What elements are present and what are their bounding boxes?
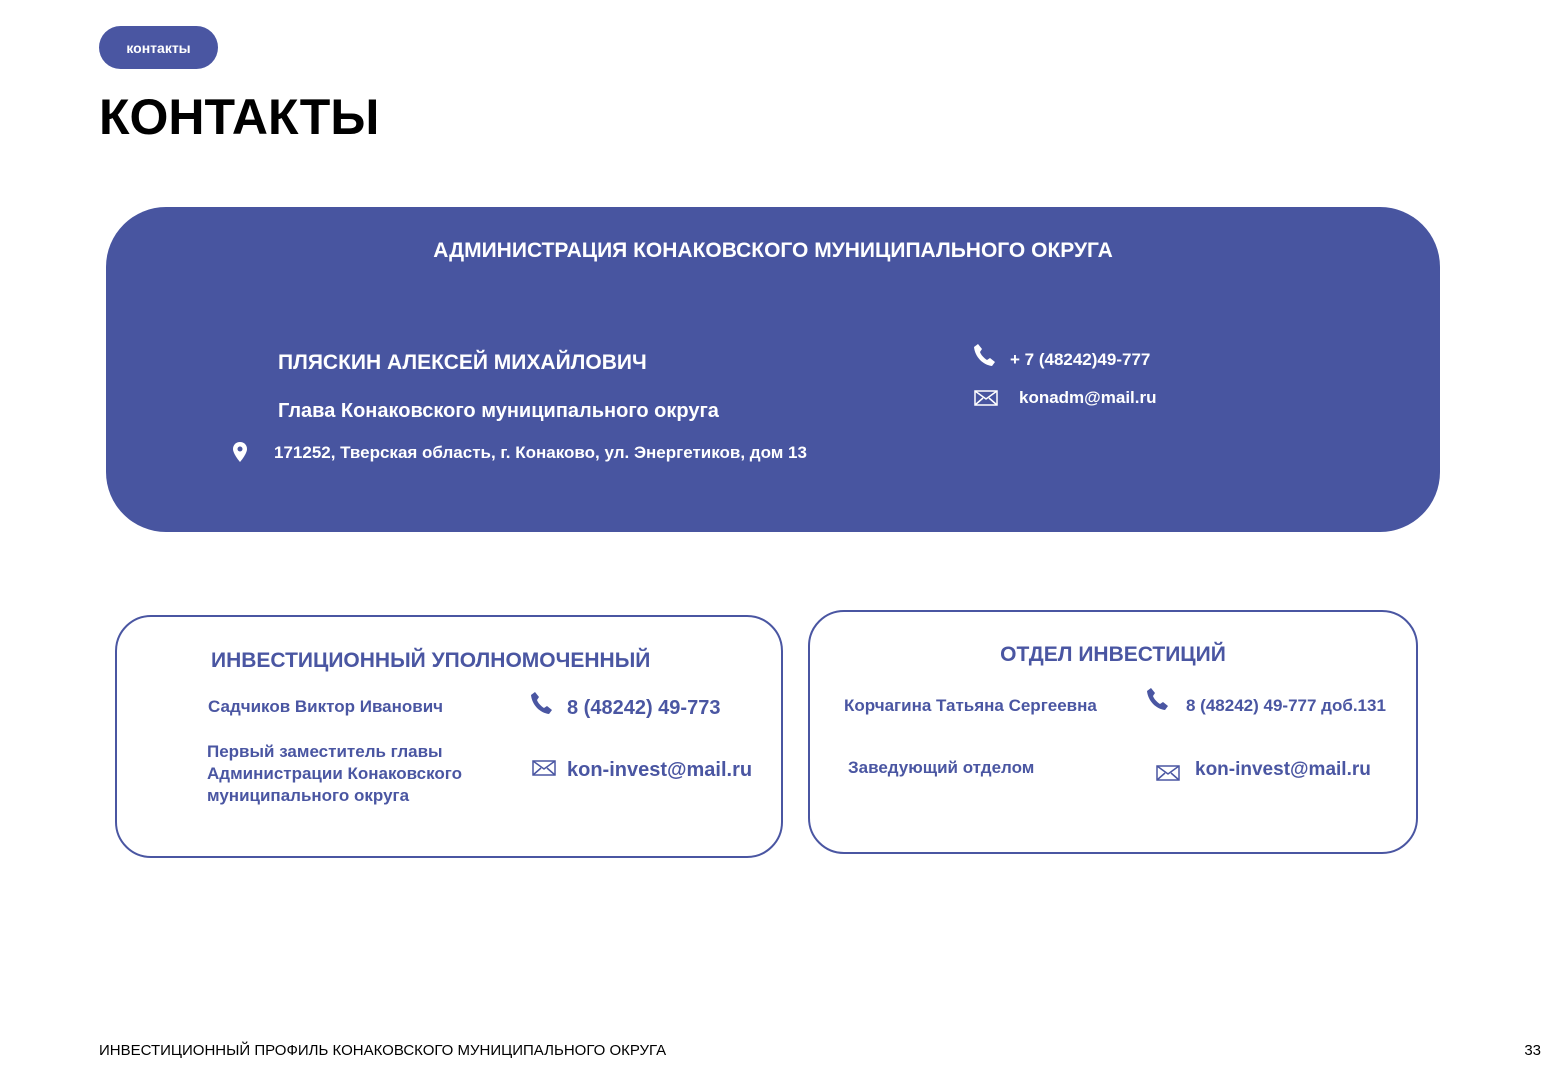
administration-heading: АДМИНИСТРАЦИЯ КОНАКОВСКОГО МУНИЦИПАЛЬНОГО ОКРУГА [433, 239, 1113, 262]
department-head-position: Заведующий отделом [848, 758, 1035, 777]
investment-department-card [808, 610, 1418, 854]
commissioner-position [207, 741, 462, 807]
phone-icon [530, 691, 554, 715]
department-phone[interactable]: 8 (48242) 49-777 доб.131 [1186, 696, 1386, 715]
commissioner-email[interactable]: kon-invest@mail.ru [567, 759, 753, 781]
section-tag [99, 26, 218, 69]
page-title: КОНТАКТЫ [99, 89, 380, 145]
section-tag-label: контакты [126, 39, 191, 56]
commissioner-heading: ИНВЕСТИЦИОННЫЙ УПОЛНОМОЧЕННЫЙ [211, 649, 651, 672]
position-line: Администрации Конаковского [207, 764, 463, 783]
location-pin-icon [233, 442, 247, 462]
address: 171252, Тверская область, г. Конаково, ул. Энергетиков, дом 13 [274, 443, 807, 462]
email-icon [974, 390, 998, 406]
email-icon [1156, 765, 1180, 781]
position-line: муниципального округа [207, 786, 410, 805]
page-number: 33 [1524, 1042, 1541, 1059]
phone-icon [973, 343, 997, 367]
department-head-name: Корчагина Татьяна Сергеевна [844, 696, 1097, 715]
administration-card [106, 207, 1440, 532]
commissioner-name: Садчиков Виктор Иванович [208, 697, 444, 716]
admin-email[interactable]: konadm@mail.ru [1019, 388, 1157, 407]
footer-title: ИНВЕСТИЦИОННЫЙ ПРОФИЛЬ КОНАКОВСКОГО МУНИЦИПАЛЬНОГО ОКРУГА [99, 1042, 667, 1059]
head-name: ПЛЯСКИН АЛЕКСЕЙ МИХАЙЛОВИЧ [278, 351, 647, 374]
email-icon [532, 760, 556, 776]
phone-icon [1146, 687, 1170, 711]
commissioner-phone[interactable]: 8 (48242) 49-773 [567, 697, 721, 719]
head-position: Глава Конаковского муниципального округа [278, 400, 719, 422]
admin-phone[interactable]: + 7 (48242)49-777 [1010, 350, 1151, 369]
department-heading: ОТДЕЛ ИНВЕСТИЦИЙ [1000, 643, 1226, 666]
investment-commissioner-card [115, 615, 783, 858]
department-email[interactable]: kon-invest@mail.ru [1195, 759, 1371, 780]
position-line: Первый заместитель главы [207, 742, 443, 761]
